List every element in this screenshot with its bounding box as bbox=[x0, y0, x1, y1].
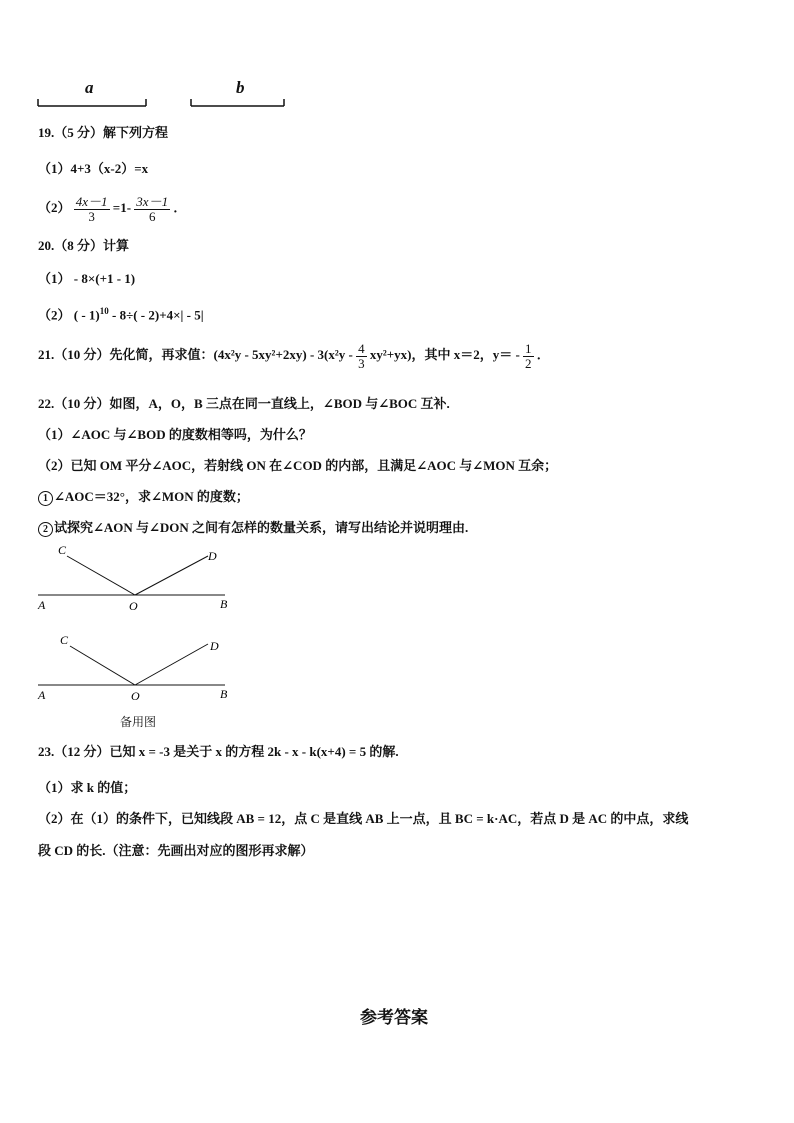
q22-figure-1 bbox=[30, 538, 240, 618]
q20-heading: 20.（8 分）计算 bbox=[38, 238, 130, 253]
q22-sub1-text: ∠AOC＝32°，求∠MON 的度数； bbox=[54, 489, 249, 504]
q21-fraction-2 bbox=[523, 342, 534, 371]
q21-fraction-1 bbox=[356, 342, 367, 371]
q21-text-part1: 21.（10 分）先化简，再求值：(4x²y - 5xy²+2xy) - 3(x²y - bbox=[38, 347, 353, 362]
label-A: A bbox=[38, 688, 46, 702]
q20-part2-prefix: （2） ( - 1) bbox=[38, 307, 100, 323]
label-O: O bbox=[131, 689, 140, 703]
q20-exponent: 10 bbox=[99, 306, 109, 316]
segment-a-diagram bbox=[36, 96, 151, 110]
q19-frac1-denominator: 3 bbox=[88, 208, 95, 224]
circled-number-1-icon: 1 bbox=[38, 491, 53, 506]
q21-frac1-numerator: 4 bbox=[358, 340, 365, 356]
q23-part2: （2）在（1）的条件下，已知线段 AB = 12，点 C 是直线 AB 上一点，且 BC = k·AC，若点 D 是 AC 的中点，求线 bbox=[38, 811, 689, 826]
q19-part2-mid: =1- bbox=[112, 200, 132, 215]
ray-OD bbox=[135, 644, 208, 685]
q19-fraction-2 bbox=[134, 195, 170, 224]
q22-heading: 22.（10 分）如图，A，O，B 三点在同一直线上，∠BOD 与∠BOC 互补. bbox=[38, 396, 450, 411]
label-C: C bbox=[58, 543, 67, 557]
q22-part1: （1）∠AOC 与∠BOD 的度数相等吗，为什么？ bbox=[38, 427, 312, 442]
q21-frac2-numerator: 1 bbox=[525, 340, 532, 356]
q21-frac2-denominator: 2 bbox=[525, 355, 532, 371]
q20-part1: （1） - 8×(+1 - 1) bbox=[38, 271, 136, 286]
q21-frac1-denominator: 3 bbox=[358, 355, 365, 371]
q22-sub2 bbox=[38, 519, 468, 537]
q19-heading: 19.（5 分）解下列方程 bbox=[38, 125, 169, 140]
q22-part2: （2）已知 OM 平分∠AOC，若射线 ON 在∠COD 的内部，且满足∠AOC 与∠MON 互余； bbox=[38, 458, 558, 473]
q22-sub2-text: 试探究∠AON 与∠DON 之间有怎样的数量关系，请写出结论并说明理由. bbox=[54, 520, 469, 535]
q21-text bbox=[38, 340, 550, 371]
q19-part2 bbox=[38, 193, 186, 224]
q19-frac1-numerator: 4x－1 bbox=[75, 193, 108, 209]
circled-number-2-icon: 2 bbox=[38, 522, 53, 537]
label-D: D bbox=[208, 549, 217, 563]
q21-text-part2: xy²+yx)，其中 x＝2，y＝ - bbox=[369, 347, 520, 362]
ray-OC bbox=[70, 646, 135, 685]
q23-part2-cont: 段 CD 的长.（注意：先画出对应的图形再求解） bbox=[38, 843, 314, 858]
label-O: O bbox=[129, 599, 138, 613]
ray-OC bbox=[67, 556, 135, 595]
q23-part1: （1）求 k 的值； bbox=[38, 780, 137, 795]
q23-heading: 23.（12 分）已知 x = -3 是关于 x 的方程 2k - x - k(x+4) = 5 的解. bbox=[38, 744, 399, 759]
q19-frac2-numerator: 3x－1 bbox=[136, 193, 169, 209]
ray-OD bbox=[135, 556, 208, 595]
label-C: C bbox=[60, 633, 69, 647]
q19-frac2-denominator: 6 bbox=[148, 208, 156, 224]
figure-caption: 备用图 bbox=[120, 715, 157, 729]
label-D: D bbox=[210, 639, 219, 653]
q19-part1: （1）4+3（x-2）=x bbox=[38, 161, 149, 176]
label-B: B bbox=[220, 687, 228, 701]
segment-b-diagram bbox=[189, 96, 289, 110]
q19-part2-end: ． bbox=[173, 200, 187, 215]
q22-figure-2 bbox=[30, 628, 240, 708]
q19-fraction-1 bbox=[74, 195, 110, 224]
label-B: B bbox=[220, 597, 228, 611]
segment-b-label: b bbox=[236, 78, 245, 97]
q20-part2-rest: - 8÷( - 2)+4×| - 5| bbox=[108, 307, 204, 323]
q22-sub1 bbox=[38, 488, 249, 506]
answer-section-title: 参考答案 bbox=[360, 1008, 428, 1028]
segment-a-label: a bbox=[85, 78, 94, 97]
q19-part2-prefix: （2） bbox=[38, 200, 71, 215]
q20-part2 bbox=[38, 302, 204, 324]
label-A: A bbox=[38, 598, 46, 612]
q21-end: ． bbox=[536, 347, 550, 362]
